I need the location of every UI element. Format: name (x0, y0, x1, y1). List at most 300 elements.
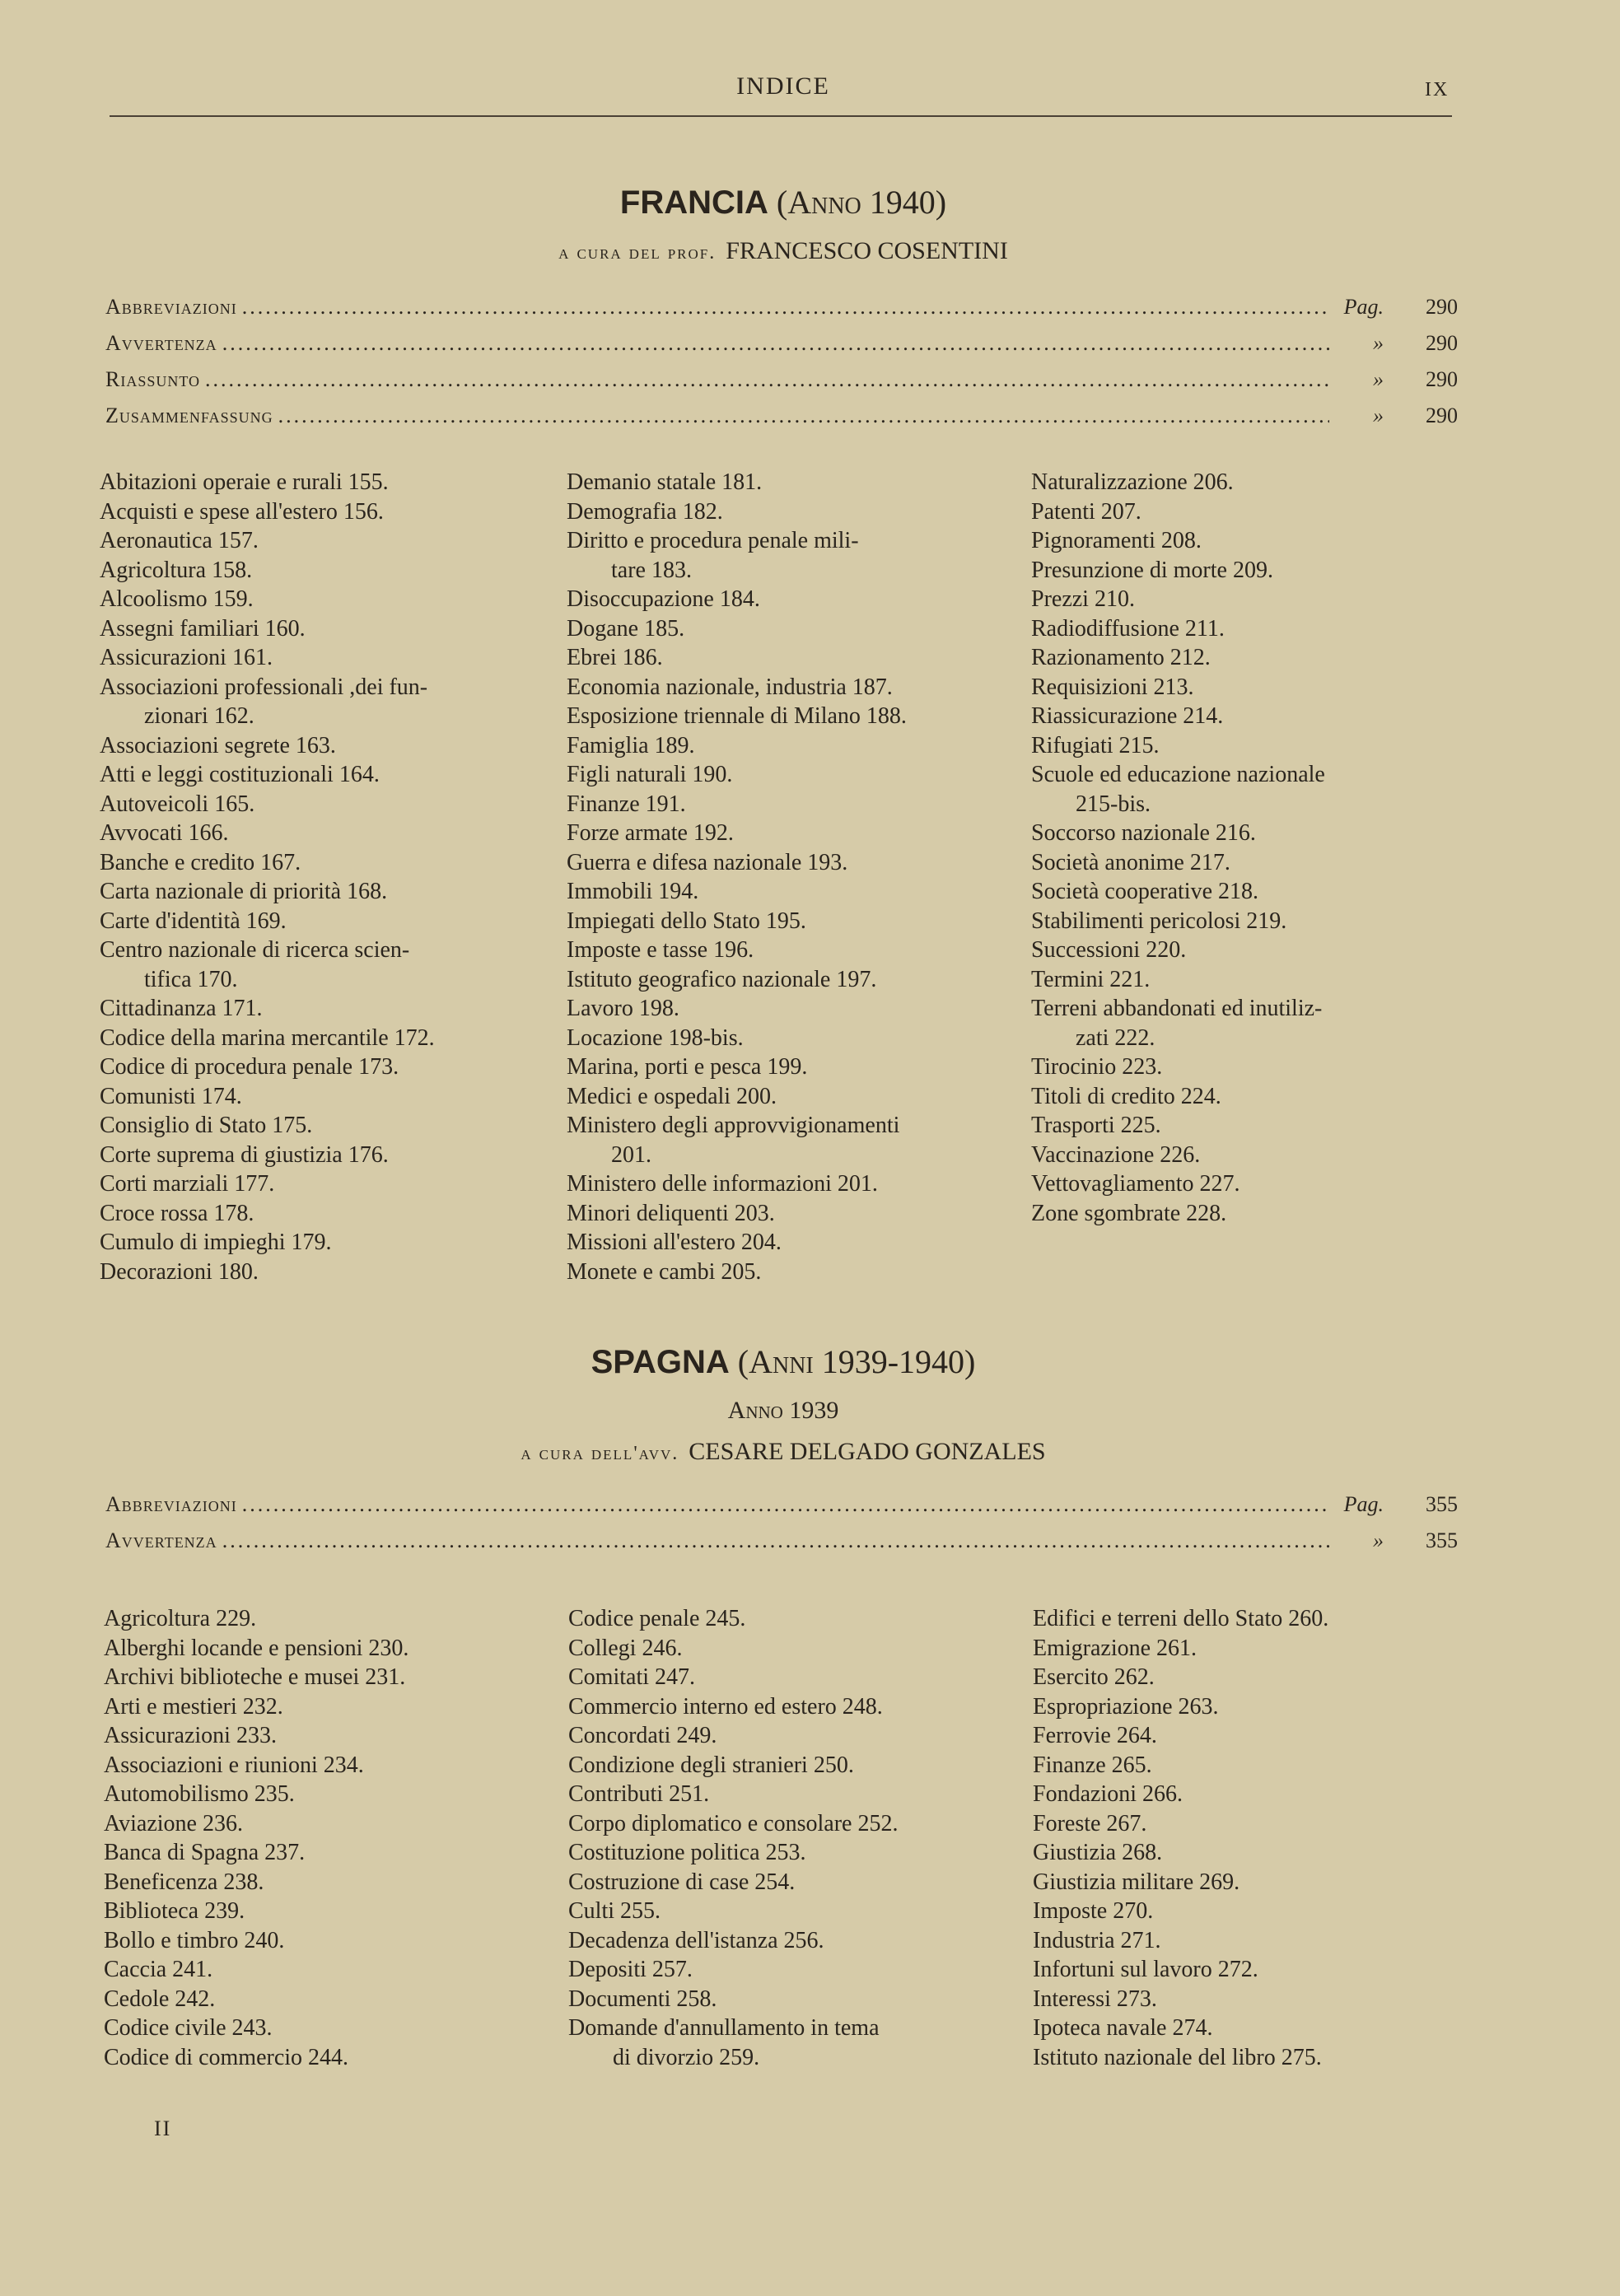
index-entry (100, 1111, 435, 1141)
entry-text: Marina, porti e pesca 199. (567, 1054, 808, 1080)
index-entry (1031, 643, 1325, 673)
index-entry (567, 1228, 907, 1258)
entry-text: Razionamento 212. (1031, 645, 1211, 670)
index-entry (1033, 1868, 1328, 1897)
entry-text: Titoli di credito 224. (1031, 1083, 1221, 1109)
entry-text: Esercito 262. (1033, 1664, 1155, 1690)
index-entry (100, 614, 435, 644)
section-years: (Anni 1939-1940) (737, 1343, 976, 1380)
toc-label: Avvertenza (105, 1528, 217, 1552)
entry-text: Automobilismo 235. (104, 1781, 295, 1807)
index-entry (568, 1721, 898, 1751)
entry-continuation: zati 222. (1076, 1024, 1155, 1051)
index-entry (568, 1663, 898, 1692)
curator-line (0, 237, 1566, 265)
section-years: (Anno 1940) (776, 184, 947, 221)
toc-page-abbrev: » (1373, 367, 1384, 391)
index-entry (104, 1985, 409, 2014)
index-entry (567, 907, 907, 936)
entry-text: Finanze 265. (1033, 1752, 1152, 1778)
entry-text: Depositi 257. (568, 1957, 693, 1982)
index-entry (567, 614, 907, 644)
index-entry (104, 1634, 409, 1664)
entry-text: Emigrazione 261. (1033, 1635, 1197, 1661)
entry-text: Terreni abbandonati ed inutiliz- (1031, 996, 1323, 1021)
entry-text: Minori deliquenti 203. (567, 1200, 775, 1226)
entry-text: Istituto geografico nazionale 197. (567, 966, 877, 992)
entry-text: Fondazioni 266. (1033, 1781, 1183, 1807)
entry-text: Corpo diplomatico e consolare 252. (568, 1810, 899, 1836)
entry-text: Collegi 246. (568, 1635, 683, 1661)
index-entry (567, 702, 907, 731)
index-entry (104, 1692, 409, 1722)
index-entry (100, 760, 435, 790)
entry-text: Cittadinanza 171. (100, 996, 263, 1021)
entry-text: Avvocati 166. (100, 820, 229, 846)
index-entry (104, 1721, 409, 1751)
index-entry (1031, 497, 1325, 527)
entry-text: Corti marziali 177. (100, 1171, 275, 1197)
index-entry (100, 1228, 435, 1258)
index-entry (1031, 1052, 1325, 1082)
entry-text: Beneficenza 238. (104, 1869, 264, 1895)
index-entry (568, 1751, 898, 1780)
entry-text: Società anonime 217. (1031, 849, 1230, 875)
index-entry (567, 526, 907, 585)
entry-text: Centro nazionale di ricerca scien- (100, 937, 410, 963)
entry-text: Acquisti e spese all'estero 156. (100, 498, 384, 525)
entry-continuation: zionari 162. (144, 703, 254, 729)
entry-text: Condizione degli stranieri 250. (568, 1752, 854, 1778)
entry-text: Arti e mestieri 232. (104, 1693, 283, 1720)
toc-label: Abbreviazioni (105, 295, 237, 319)
entry-text: Agricoltura 229. (104, 1606, 257, 1631)
toc-spagna (105, 1492, 1458, 1565)
entry-text: Dogane 185. (567, 615, 685, 642)
index-column-3 (1031, 468, 1325, 1228)
entry-text: Demanio statale 181. (567, 469, 763, 495)
entry-text: Corte suprema di giustizia 176. (100, 1141, 389, 1168)
entry-text: Ipoteca navale 274. (1033, 2015, 1213, 2041)
entry-text: Diritto e procedura penale mili- (567, 528, 859, 553)
entry-continuation: 201. (611, 1141, 651, 1168)
index-entry (567, 965, 907, 995)
index-entry (100, 1082, 435, 1112)
index-entry (1031, 907, 1325, 936)
index-entry (567, 848, 907, 878)
index-entry (1031, 965, 1325, 995)
toc-page-abbrev: » (1373, 1528, 1384, 1552)
entry-text: Codice della marina mercantile 172. (100, 1024, 435, 1051)
entry-text: Codice di procedura penale 173. (100, 1054, 399, 1080)
entry-text: Autoveicoli 165. (100, 791, 255, 817)
index-entry (567, 790, 907, 819)
index-entry (104, 1663, 409, 1692)
index-entry (104, 1926, 409, 1956)
entry-text: Radiodiffusione 211. (1031, 615, 1225, 642)
entry-text: Foreste 267. (1033, 1810, 1147, 1836)
entry-text: Lavoro 198. (567, 996, 679, 1021)
index-entry (1033, 1604, 1328, 1634)
entry-text: Codice civile 243. (104, 2015, 273, 2041)
index-entry (104, 1838, 409, 1868)
index-column-1 (100, 468, 435, 1286)
entry-text: Comitati 247. (568, 1664, 695, 1690)
index-entry (100, 556, 435, 586)
index-entry (1031, 585, 1325, 614)
toc-row (105, 1492, 1458, 1528)
entry-text: Riassicurazione 214. (1031, 703, 1224, 729)
entry-text: Disoccupazione 184. (567, 586, 760, 612)
dot-leader (222, 331, 1329, 356)
signature-mark: II (154, 2116, 172, 2140)
index-entry (568, 1955, 898, 1985)
toc-page-number: 290 (1426, 367, 1458, 391)
year-heading: Anno 1939 (727, 1397, 839, 1424)
dot-leader (242, 1492, 1329, 1517)
entry-text: Giustizia militare 269. (1033, 1869, 1240, 1895)
toc-page-abbrev: » (1373, 331, 1384, 355)
toc-page-number: 290 (1426, 331, 1458, 355)
entry-text: Missioni all'estero 204. (567, 1230, 782, 1255)
entry-text: Caccia 241. (104, 1957, 213, 1982)
curator-name: CESARE DELGADO GONZALES (689, 1438, 1046, 1465)
index-entry (104, 1809, 409, 1839)
index-entry (100, 1169, 435, 1199)
entry-text: Immobili 194. (567, 879, 699, 904)
entry-text: Finanze 191. (567, 791, 686, 817)
index-entry (567, 936, 907, 965)
index-entry (567, 819, 907, 848)
entry-text: Pignoramenti 208. (1031, 528, 1202, 553)
index-entry (100, 848, 435, 878)
entry-text: Concordati 249. (568, 1723, 717, 1748)
index-entry (1033, 1663, 1328, 1692)
entry-text: Assegni familiari 160. (100, 615, 306, 642)
entry-text: Edifici e terreni dello Stato 260. (1033, 1606, 1329, 1631)
entry-text: Contributi 251. (568, 1781, 710, 1807)
index-entry (1031, 731, 1325, 761)
index-entry (1031, 468, 1325, 497)
entry-text: Naturalizzazione 206. (1031, 469, 1234, 495)
entry-text: Esposizione triennale di Milano 188. (567, 703, 907, 729)
section-title-spagna (0, 1342, 1566, 1381)
entry-text: Banca di Spagna 237. (104, 1840, 306, 1865)
index-entry (568, 1692, 898, 1722)
entry-text: Costruzione di case 254. (568, 1869, 796, 1895)
index-entry (104, 1780, 409, 1809)
index-entry (100, 468, 435, 497)
running-title: INDICE (736, 72, 830, 100)
entry-text: Decadenza dell'istanza 256. (568, 1927, 824, 1953)
entry-text: Bollo e timbro 240. (104, 1927, 285, 1953)
entry-text: Comunisti 174. (100, 1083, 242, 1109)
entry-text: Abitazioni operaie e rurali 155. (100, 469, 389, 495)
index-entry (1033, 1926, 1328, 1956)
entry-text: Archivi biblioteche e musei 231. (104, 1664, 406, 1690)
entry-text: Assicurazioni 233. (104, 1723, 277, 1748)
toc-page-number: 290 (1426, 295, 1458, 319)
entry-text: Imposte 270. (1033, 1898, 1154, 1924)
entry-text: Biblioteca 239. (104, 1898, 245, 1924)
toc-row (105, 404, 1458, 440)
entry-continuation: tifica 170. (144, 966, 238, 992)
toc-row (105, 1528, 1458, 1565)
entry-text: Stabilimenti pericolosi 219. (1031, 908, 1287, 934)
toc-page-number: 355 (1426, 1528, 1458, 1552)
index-entry (568, 1838, 898, 1868)
entry-text: Aviazione 236. (104, 1810, 243, 1836)
index-entry (567, 1199, 907, 1229)
entry-continuation: di divorzio 259. (613, 2044, 760, 2070)
entry-text: Ebrei 186. (567, 645, 663, 670)
index-entry (568, 1634, 898, 1664)
entry-text: Cumulo di impieghi 179. (100, 1230, 332, 1255)
index-entry (567, 643, 907, 673)
index-entry (100, 936, 435, 994)
index-entry (567, 1169, 907, 1199)
section-title-francia (0, 183, 1566, 222)
toc-page-abbrev: Pag. (1343, 295, 1384, 319)
index-entry (100, 1258, 435, 1287)
entry-text: Rifugiati 215. (1031, 732, 1160, 758)
entry-text: Associazioni segrete 163. (100, 732, 336, 758)
country-name: FRANCIA (619, 184, 768, 221)
entry-text: Carta nazionale di priorità 168. (100, 879, 388, 904)
entry-text: Alberghi locande e pensioni 230. (104, 1635, 409, 1661)
entry-text: Codice di commercio 244. (104, 2044, 349, 2070)
index-entry (1031, 1141, 1325, 1170)
index-entry (1031, 556, 1325, 586)
index-entry (104, 1897, 409, 1926)
index-entry (104, 1955, 409, 1985)
entry-text: Commercio interno ed estero 248. (568, 1693, 883, 1720)
entry-text: Guerra e difesa nazionale 193. (567, 849, 848, 875)
index-entry (1031, 1169, 1325, 1199)
entry-text: Istituto nazionale del libro 275. (1033, 2044, 1322, 2070)
index-entry (1033, 1897, 1328, 1926)
entry-text: Croce rossa 178. (100, 1200, 254, 1226)
page-number: IX (1425, 79, 1450, 100)
entry-text: Associazioni professionali ,dei fun- (100, 674, 428, 700)
index-entry (1033, 1692, 1328, 1722)
index-entry (100, 907, 435, 936)
entry-text: Associazioni e riunioni 234. (104, 1752, 364, 1778)
entry-text: Medici e ospedali 200. (567, 1083, 777, 1109)
index-column-2 (568, 1604, 898, 2072)
entry-text: Tirocinio 223. (1031, 1054, 1163, 1080)
index-column-1 (104, 1604, 409, 2072)
index-entry (100, 1024, 435, 1053)
index-entry (1031, 760, 1325, 819)
index-entry (567, 1082, 907, 1112)
entry-text: Impiegati dello Stato 195. (567, 908, 806, 934)
entry-text: Aeronautica 157. (100, 528, 259, 553)
curator-line (0, 1438, 1566, 1466)
entry-text: Monete e cambi 205. (567, 1258, 762, 1285)
entry-text: Banche e credito 167. (100, 849, 301, 875)
index-entry (100, 819, 435, 848)
header-rule (110, 115, 1452, 117)
dot-leader (222, 1528, 1329, 1553)
index-entry (568, 1868, 898, 1897)
toc-label: Abbreviazioni (105, 1492, 237, 1516)
entry-text: Imposte e tasse 196. (567, 937, 754, 963)
toc-row (105, 331, 1458, 367)
entry-text: Domande d'annullamento in tema (568, 2015, 880, 2041)
entry-text: Infortuni sul lavoro 272. (1033, 1957, 1258, 1982)
entry-text: Documenti 258. (568, 1986, 717, 2012)
index-entry (567, 1258, 907, 1287)
entry-text: Alcoolismo 159. (100, 586, 254, 612)
entry-text: Giustizia 268. (1033, 1840, 1163, 1865)
entry-text: Economia nazionale, industria 187. (567, 674, 893, 700)
index-entry (1031, 848, 1325, 878)
entry-text: Agricoltura 158. (100, 557, 253, 583)
index-entry (104, 2043, 409, 2073)
index-entry (1033, 1955, 1328, 1985)
index-entry (1033, 2043, 1328, 2073)
toc-page-abbrev: Pag. (1343, 1492, 1384, 1516)
entry-text: Società cooperative 218. (1031, 879, 1259, 904)
index-entry (1033, 1751, 1328, 1780)
index-entry (567, 497, 907, 527)
index-entry (100, 994, 435, 1024)
index-entry (1033, 1838, 1328, 1868)
index-entry (100, 526, 435, 556)
index-entry (1031, 673, 1325, 702)
entry-text: Termini 221. (1031, 966, 1151, 992)
index-entry (1031, 526, 1325, 556)
toc-label: Avvertenza (105, 331, 217, 355)
index-entry (1031, 994, 1325, 1052)
entry-text: Ferrovie 264. (1033, 1723, 1157, 1748)
index-entry (1033, 1809, 1328, 1839)
index-entry (1033, 1780, 1328, 1809)
index-entry (1031, 1082, 1325, 1112)
entry-text: Zone sgombrate 228. (1031, 1200, 1227, 1226)
entry-continuation: 215-bis. (1076, 791, 1151, 817)
entry-text: Demografia 182. (567, 498, 723, 525)
entry-text: Ministero delle informazioni 201. (567, 1171, 878, 1197)
entry-continuation: tare 183. (611, 557, 692, 583)
dot-leader (278, 404, 1329, 428)
entry-text: Culti 255. (568, 1898, 661, 1924)
index-entry (104, 1868, 409, 1897)
entry-text: Soccorso nazionale 216. (1031, 820, 1256, 846)
index-entry (1033, 1721, 1328, 1751)
index-entry (568, 1897, 898, 1926)
entry-text: Costituzione politica 253. (568, 1840, 806, 1865)
index-entry (1033, 2014, 1328, 2043)
toc-label: Riassunto (105, 367, 201, 391)
index-entry (1031, 614, 1325, 644)
entry-text: Prezzi 210. (1031, 586, 1135, 612)
toc-page-abbrev: » (1373, 404, 1384, 427)
index-entry (567, 760, 907, 790)
country-name: SPAGNA (591, 1344, 730, 1380)
entry-text: Patenti 207. (1031, 498, 1141, 525)
index-entry (1031, 819, 1325, 848)
index-entry (568, 1780, 898, 1809)
toc-page-number: 290 (1426, 404, 1458, 427)
index-entry (1033, 1634, 1328, 1664)
index-entry (567, 877, 907, 907)
index-entry (100, 790, 435, 819)
entry-text: Industria 271. (1033, 1927, 1161, 1953)
index-entry (568, 1926, 898, 1956)
dot-leader (242, 295, 1329, 320)
index-entry (100, 1052, 435, 1082)
toc-row (105, 367, 1458, 404)
entry-text: Scuole ed educazione nazionale (1031, 762, 1325, 787)
entry-text: Cedole 242. (104, 1986, 216, 2012)
curator-prefix: a cura del prof. (558, 242, 717, 264)
index-entry (1031, 936, 1325, 965)
entry-text: Presunzione di morte 209. (1031, 557, 1273, 583)
index-entry (104, 1604, 409, 1634)
index-entry (1031, 877, 1325, 907)
index-entry (1033, 1985, 1328, 2014)
entry-text: Vettovagliamento 227. (1031, 1171, 1240, 1197)
entry-text: Successioni 220. (1031, 937, 1187, 963)
entry-text: Figli naturali 190. (567, 762, 733, 787)
entry-text: Codice penale 245. (568, 1606, 746, 1631)
index-entry (100, 585, 435, 614)
entry-text: Vaccinazione 226. (1031, 1141, 1201, 1168)
toc-label: Zusammenfassung (105, 404, 273, 427)
index-entry (567, 585, 907, 614)
entry-text: Interessi 273. (1033, 1986, 1157, 2012)
index-entry (1031, 702, 1325, 731)
entry-text: Forze armate 192. (567, 820, 734, 846)
index-entry (1031, 1111, 1325, 1141)
index-entry (568, 1809, 898, 1839)
index-entry (100, 643, 435, 673)
index-column-2 (567, 468, 907, 1286)
index-entry (100, 497, 435, 527)
index-entry (100, 731, 435, 761)
index-entry (100, 1141, 435, 1170)
index-entry (104, 1751, 409, 1780)
index-entry (567, 731, 907, 761)
curator-prefix: a cura dell'avv. (521, 1443, 679, 1464)
toc-page-number: 355 (1426, 1492, 1458, 1516)
entry-text: Ministero degli approvvigionamenti (567, 1113, 900, 1138)
index-entry (567, 994, 907, 1024)
index-entry (567, 468, 907, 497)
index-entry (100, 1199, 435, 1229)
entry-text: Consiglio di Stato 175. (100, 1113, 313, 1138)
entry-text: Carte d'identità 169. (100, 908, 287, 934)
toc-row (105, 295, 1458, 331)
dot-leader (205, 367, 1329, 392)
index-entry (567, 1024, 907, 1053)
entry-text: Assicurazioni 161. (100, 645, 273, 670)
index-entry (100, 877, 435, 907)
entry-text: Famiglia 189. (567, 732, 695, 758)
index-entry (567, 1052, 907, 1082)
entry-text: Trasporti 225. (1031, 1113, 1161, 1138)
index-entry (567, 1111, 907, 1169)
index-entry (100, 673, 435, 731)
index-entry (568, 1604, 898, 1634)
entry-text: Atti e leggi costituzionali 164. (100, 762, 380, 787)
toc-francia (105, 295, 1458, 440)
entry-text: Decorazioni 180. (100, 1258, 259, 1285)
index-column-3 (1033, 1604, 1328, 2072)
index-entry (567, 673, 907, 702)
